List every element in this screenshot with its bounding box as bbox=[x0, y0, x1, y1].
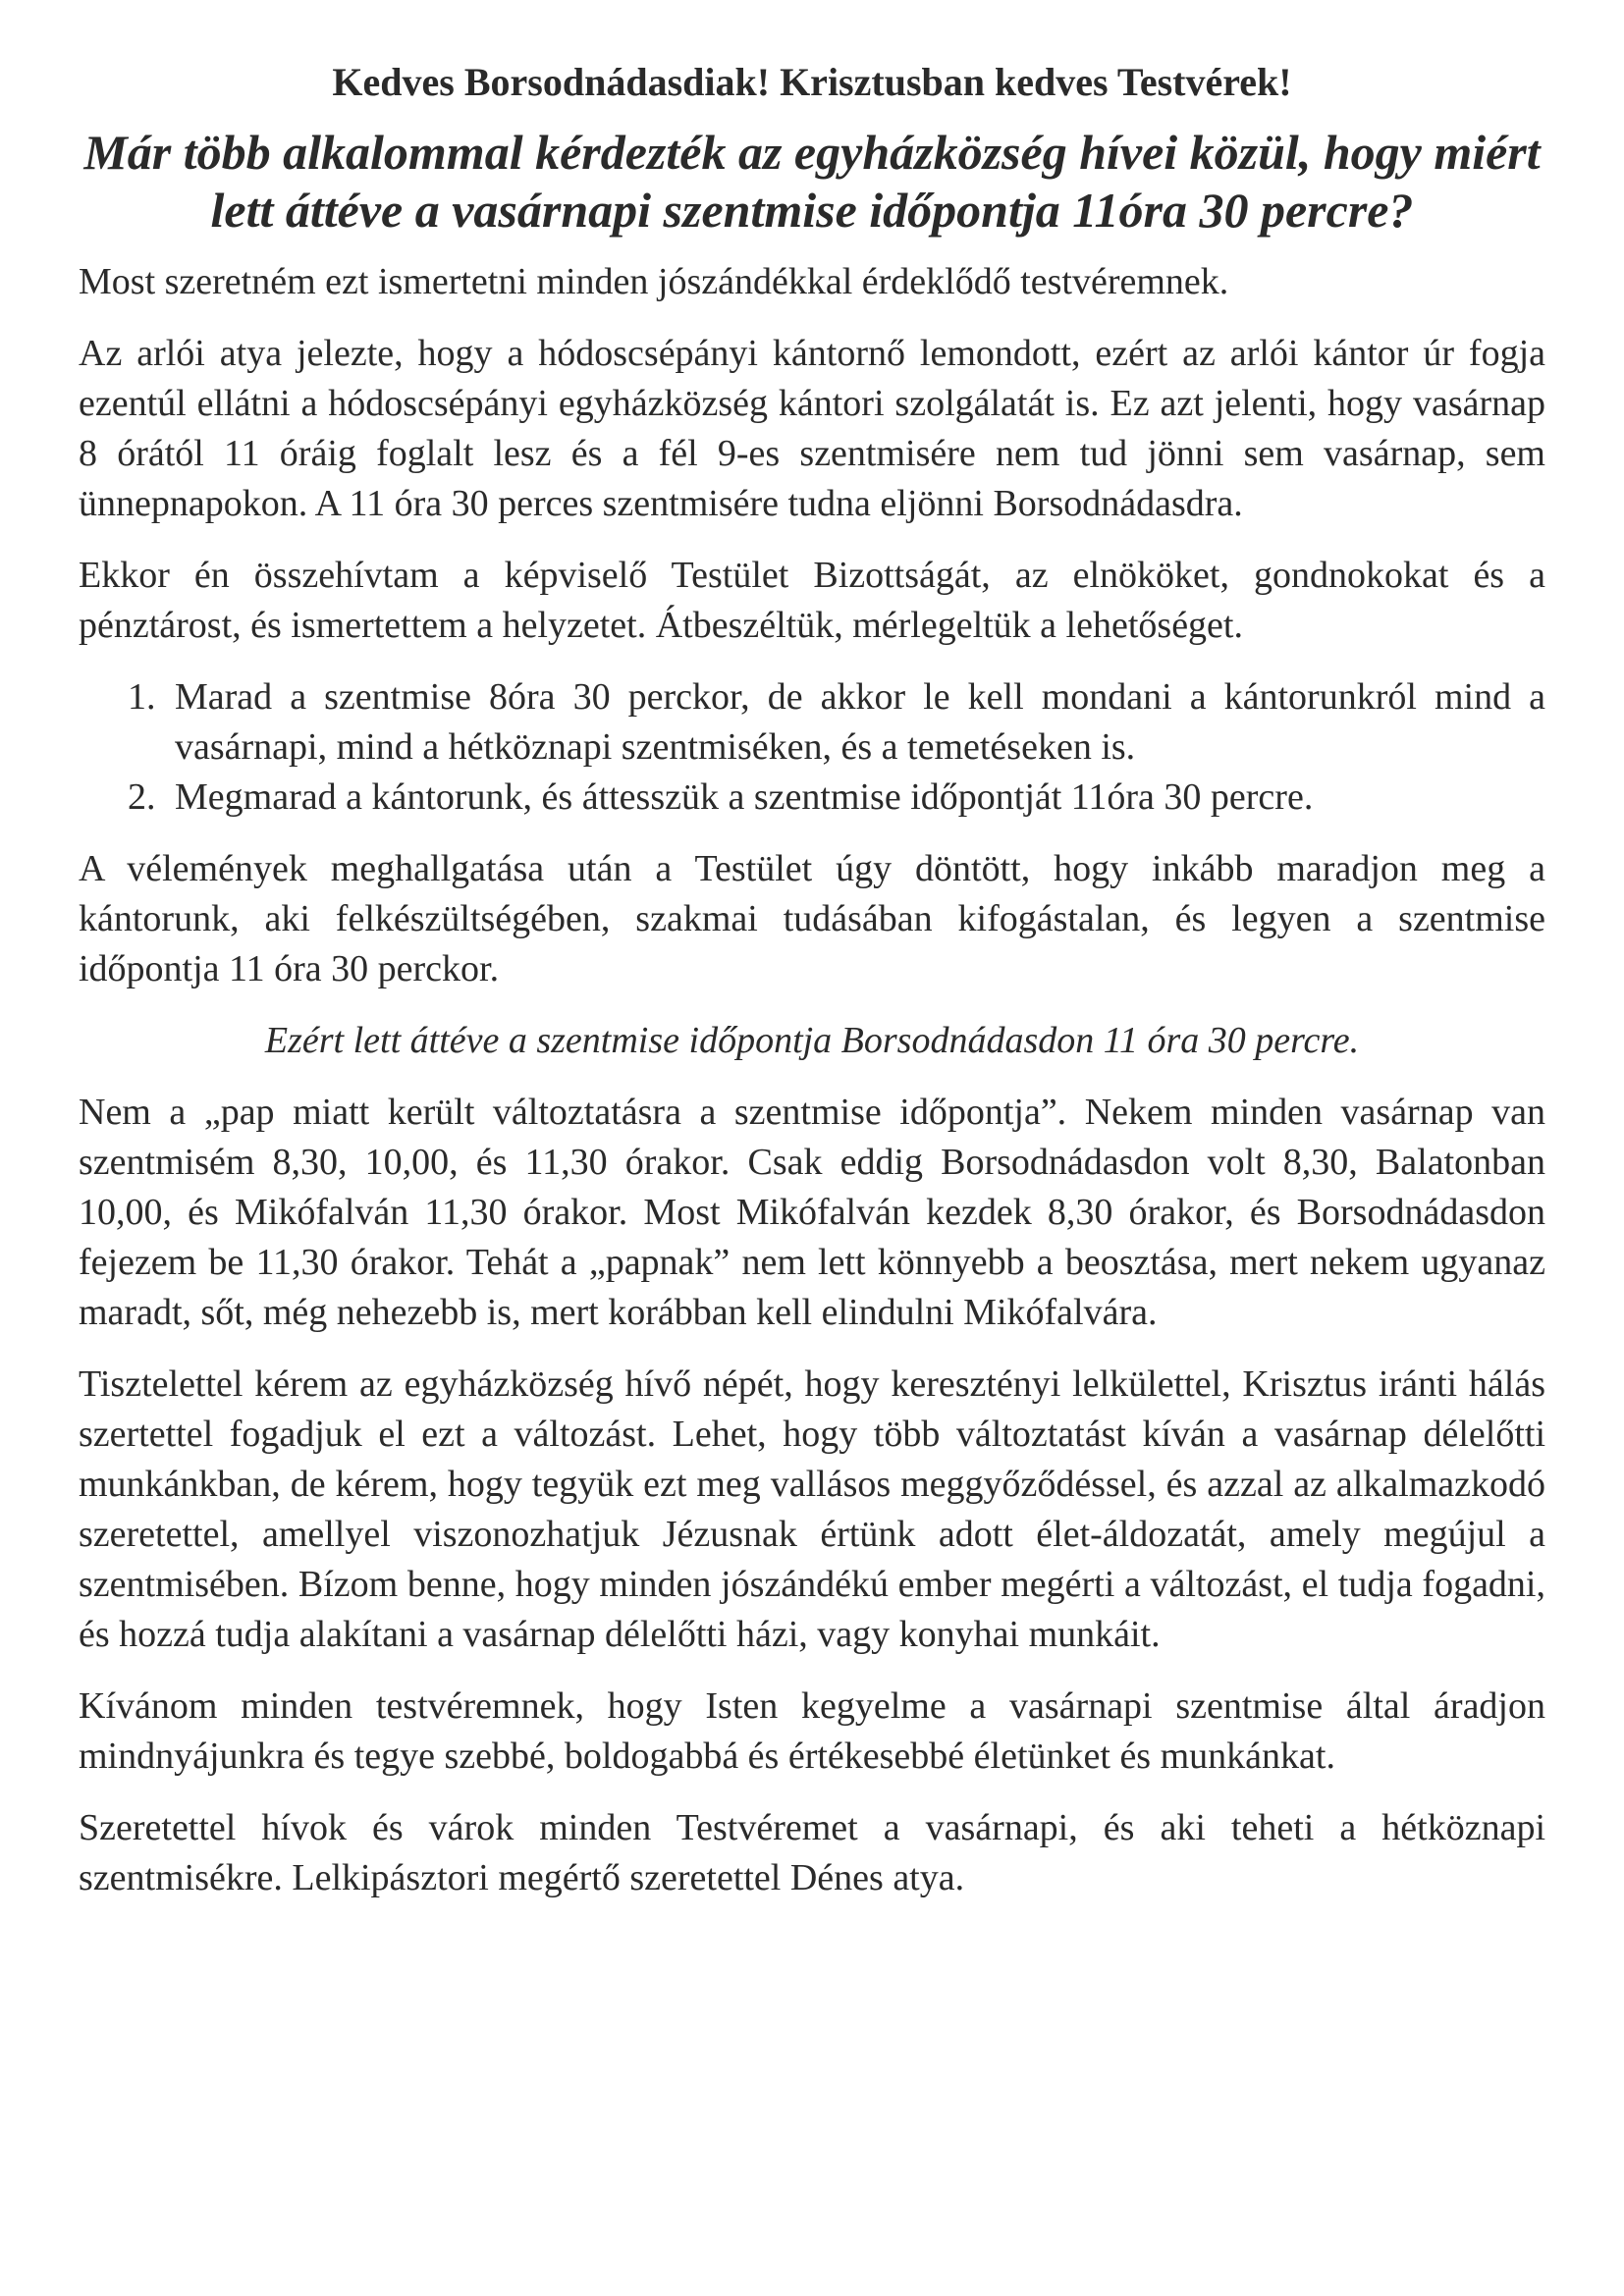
paragraph-request: Tisztelettel kérem az egyházközség hívő népét, hogy keresztényi lelkülettel, Krisztus iránti hálás szertettel fogadjuk el ezt a változást. Lehet, hogy több változtatást kíván a vasárnap délelőtti munkánkban, de kérem, hogy tegyük ezt meg vallásos meggyőződéssel, és azzal az alkalmazkodó szeretettel, amellyel viszonozhatjuk Jézusnak értünk adott élet-áldozatát, amely megújul a szentmisében. Bízom benne, hogy minden jószándékú ember megérti a változást, el tudja fogadni, és hozzá tudja alakítani a vasárnap délelőtti házi, vagy konyhai munkáit. bbox=[79, 1363, 1545, 1655]
list-item bbox=[79, 773, 1545, 823]
paragraph-priest-schedule: Nem a „pap miatt került változtatásra a szentmise időpontja”. Nekem minden vasárnap van szentmisém 8,30, 10,00, és 11,30 órakor. Csak eddig Borsodnádasdon volt 8,30, Balatonban 10,00, és Mikófalván 11,30 órakor. Most Mikófalván kezdek 8,30 órakor, és Borsodnádasdon fejezem be 11,30 órakor. Tehát a „papnak” nem lett könnyebb a beosztása, mert nekem ugyanaz maradt, sőt, még nehezebb is, mert korábban kell elindulni Mikófalvára. bbox=[79, 1092, 1545, 1333]
list-item bbox=[79, 672, 1545, 773]
list-item-text: Megmarad a kántorunk, és áttesszük a szentmise időpontját 11óra 30 percre. bbox=[175, 776, 1314, 818]
paragraph-background: Az arlói atya jelezte, hogy a hódoscsépányi kántornő lemondott, ezért az arlói kántor úr fogja ezentúl ellátni a hódoscsépányi egyházközség kántori szolgálatát is. Ez azt jelenti, hogy vasárnap 8 órától 11 óráig foglalt lesz és a fél 9-es szentmisére nem tud jönni sem vasárnap, sem ünnepnapokon. A 11 óra 30 perces szentmisére tudna eljönni Borsodnádasdra. bbox=[79, 333, 1545, 524]
options-list bbox=[79, 672, 1545, 823]
paragraph-blessing: Kívánom minden testvéremnek, hogy Isten kegyelme a vasárnapi szentmise által áradjon mindnyájunkra és tegye szebbé, boldogabbá és értékesebbé életünket és munkánkat. bbox=[79, 1685, 1545, 1777]
paragraph-closing: Szeretettel hívok és várok minden Testvéremet a vasárnapi, és aki teheti a hétköznapi szentmisékre. Lelkipásztori megértő szeretettel Dénes atya. bbox=[79, 1807, 1545, 1898]
list-item-number: 1. bbox=[128, 676, 156, 718]
list-item-text: Marad a szentmise 8óra 30 perckor, de akkor le kell mondani a kántorunkról mind a vasárnapi, mind a hétköznapi szentmiséken, és a temetéseken is. bbox=[175, 676, 1545, 768]
paragraph-conclusion: Ezért lett áttéve a szentmise időpontja Borsodnádasdon 11 óra 30 percre. bbox=[264, 1020, 1360, 1061]
document-body bbox=[79, 257, 1545, 1925]
paragraph-decision: A vélemények meghallgatása után a Testület úgy döntött, hogy inkább maradjon meg a kántorunk, aki felkészültségében, szakmai tudásában kifogástalan, és legyen a szentmise időpontja 11 óra 30 perckor. bbox=[79, 848, 1545, 989]
lead-question: Már több alkalommal kérdezték az egyházközség hívei közül, hogy miért lett áttéve a vasárnapi szentmise időpontja 11óra 30 percre? bbox=[83, 125, 1541, 238]
paragraph-meeting: Ekkor én összehívtam a képviselő Testület Bizottságát, az elnököket, gondnokokat és a pénztárost, és ismertettem a helyzetet. Átbeszéltük, mérlegeltük a lehetőséget. bbox=[79, 555, 1545, 646]
paragraph-intro: Most szeretném ezt ismertetni minden jószándékkal érdeklődő testvéremnek. bbox=[79, 261, 1229, 302]
list-item-number: 2. bbox=[128, 776, 156, 818]
greeting-heading: Kedves Borsodnádasdiak! Krisztusban kedves Testvérek! bbox=[332, 60, 1292, 104]
